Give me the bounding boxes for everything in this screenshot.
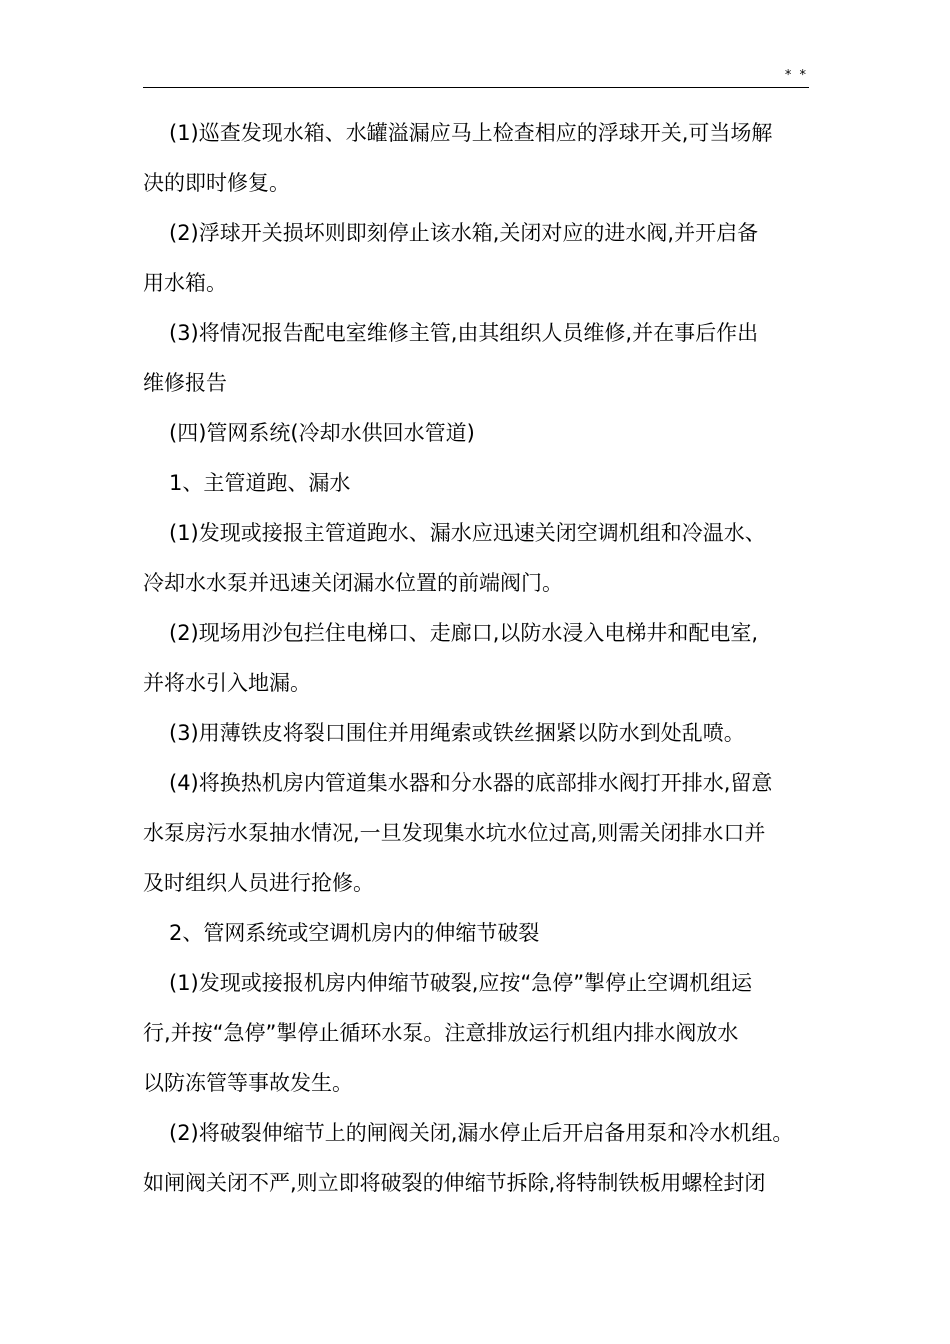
text-line: 2、管网系统或空调机房内的伸缩节破裂 [169,921,540,945]
text-line: (3)用薄铁皮将裂口围住并用绳索或铁丝捆紧以防水到处乱喷。 [169,721,745,745]
text-line: (4)将换热机房内管道集水器和分水器的底部排水阀打开排水,留意 [169,771,773,795]
text-line: (1)巡查发现水箱、水罐溢漏应马上检查相应的浮球开关,可当场解 [169,121,773,145]
text-line: 用水箱。 [143,271,227,295]
text-line: (1)发现或接报主管道跑水、漏水应迅速关闭空调机组和冷温水、 [169,521,766,545]
text-line: 维修报告 [143,371,227,395]
header-rule [143,87,809,88]
text-line: (2)浮球开关损坏则即刻停止该水箱,关闭对应的进水阀,并开启备 [169,221,759,245]
text-line: (2)将破裂伸缩节上的闸阀关闭,漏水停止后开启备用泵和冷水机组。 [169,1121,794,1145]
text-line: 冷却水水泵并迅速关闭漏水位置的前端阀门。 [143,571,563,595]
text-line: 并将水引入地漏。 [143,671,311,695]
text-line: 如闸阀关闭不严,则立即将破裂的伸缩节拆除,将特制铁板用螺栓封闭 [143,1171,766,1195]
header-mark: * * [784,68,808,83]
text-line: (3)将情况报告配电室维修主管,由其组织人员维修,并在事后作出 [169,321,759,345]
text-line: 及时组织人员进行抢修。 [143,871,374,895]
text-line: 决的即时修复。 [143,171,290,195]
text-line: (2)现场用沙包拦住电梯口、走廊口,以防水浸入电梯井和配电室, [169,621,759,645]
text-line: 水泵房污水泵抽水情况,一旦发现集水坑水位过高,则需关闭排水口并 [143,821,766,845]
text-line: (1)发现或接报机房内伸缩节破裂,应按“急停”掣停止空调机组运 [169,971,753,995]
text-line: 以防冻管等事故发生。 [143,1071,353,1095]
document-body [143,108,815,1208]
text-line: 行,并按“急停”掣停止循环水泵。注意排放运行机组内排水阀放水 [143,1021,739,1045]
text-line: 1、主管道跑、漏水 [169,471,351,495]
text-line: (四)管网系统(冷却水供回水管道) [169,421,475,445]
